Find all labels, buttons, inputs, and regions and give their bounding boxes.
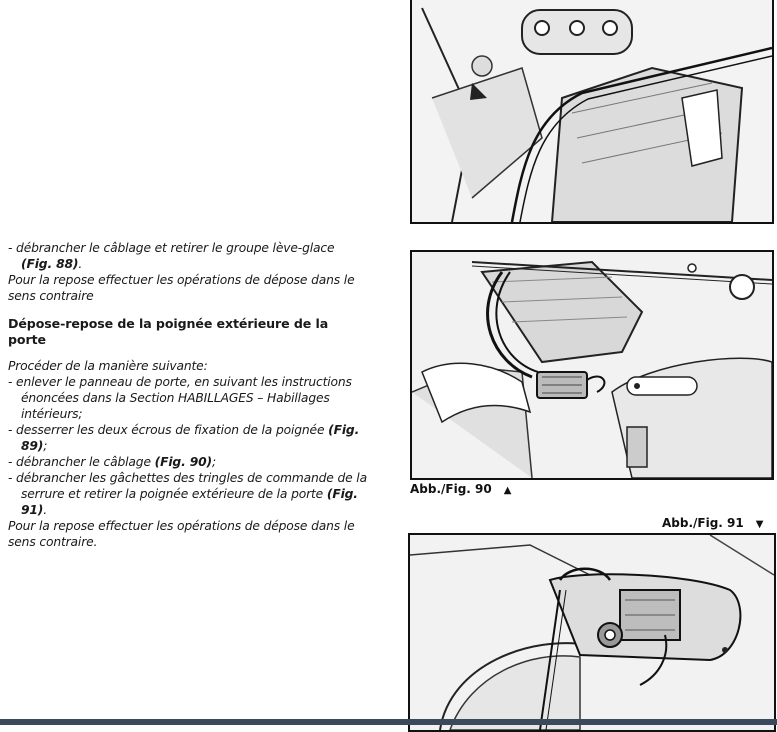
triangle-down-icon: ▼ xyxy=(755,519,764,530)
figure-reference-90: (Fig. 90) xyxy=(154,455,212,469)
step-text-end: ; xyxy=(43,439,48,453)
figure-caption-text: Abb./Fig. 90 xyxy=(410,482,492,496)
refit-instruction-final: Pour la repose effectuer les opérations de dépose dans le sens contraire. xyxy=(8,519,355,549)
step-text: - débrancher le câblage et retirer le groupe lève-glace xyxy=(8,241,335,255)
figure-90-illustration xyxy=(410,250,774,480)
step-text-end: ; xyxy=(212,455,216,469)
step-loosen-nuts xyxy=(8,422,368,454)
step-text-end: . xyxy=(43,503,48,517)
step-disconnect-rods xyxy=(8,470,368,518)
procedure-intro: Procéder de la manière suivante: xyxy=(8,359,208,373)
step-text: - desserrer les deux écrous de fixation de la poignée xyxy=(8,423,329,437)
step-text: - débrancher les gâchettes des tringles de commande de la serrure et retirer la poignée extérieure de la porte xyxy=(8,471,367,501)
step-disconnect-wiring xyxy=(8,454,368,470)
figure-reference-89: (Fig. 89) xyxy=(21,423,360,453)
document-text-column xyxy=(8,240,368,550)
step-text-end: . xyxy=(78,257,83,271)
figure-reference-88: (Fig. 88) xyxy=(21,257,79,271)
figure-91-illustration xyxy=(408,533,776,732)
figure-reference-91: (Fig. 91) xyxy=(21,487,358,517)
step-disconnect-wiring-window-regulator xyxy=(8,240,368,272)
door-panel-drawing xyxy=(412,0,772,222)
triangle-up-icon: ▲ xyxy=(503,485,512,496)
figure-90-caption xyxy=(410,482,511,496)
figure-89-illustration xyxy=(410,0,774,224)
figure-91-caption xyxy=(662,516,763,530)
door-handle-drawing xyxy=(410,535,774,730)
step-remove-door-panel: - enlever le panneau de porte, en suivant les instructions énoncées dans la Section HABILLAGES – Habillages intérieurs; xyxy=(8,375,352,421)
figure-caption-text: Abb./Fig. 91 xyxy=(662,516,744,530)
wiring-connector-drawing xyxy=(412,252,772,478)
refit-instruction: Pour la repose effectuer les opérations de dépose dans le sens contraire xyxy=(8,273,355,303)
bottom-bar xyxy=(0,719,777,725)
section-heading: Dépose-repose de la poignée extérieure de la porte xyxy=(8,316,329,347)
step-text: - débrancher le câblage xyxy=(8,455,155,469)
